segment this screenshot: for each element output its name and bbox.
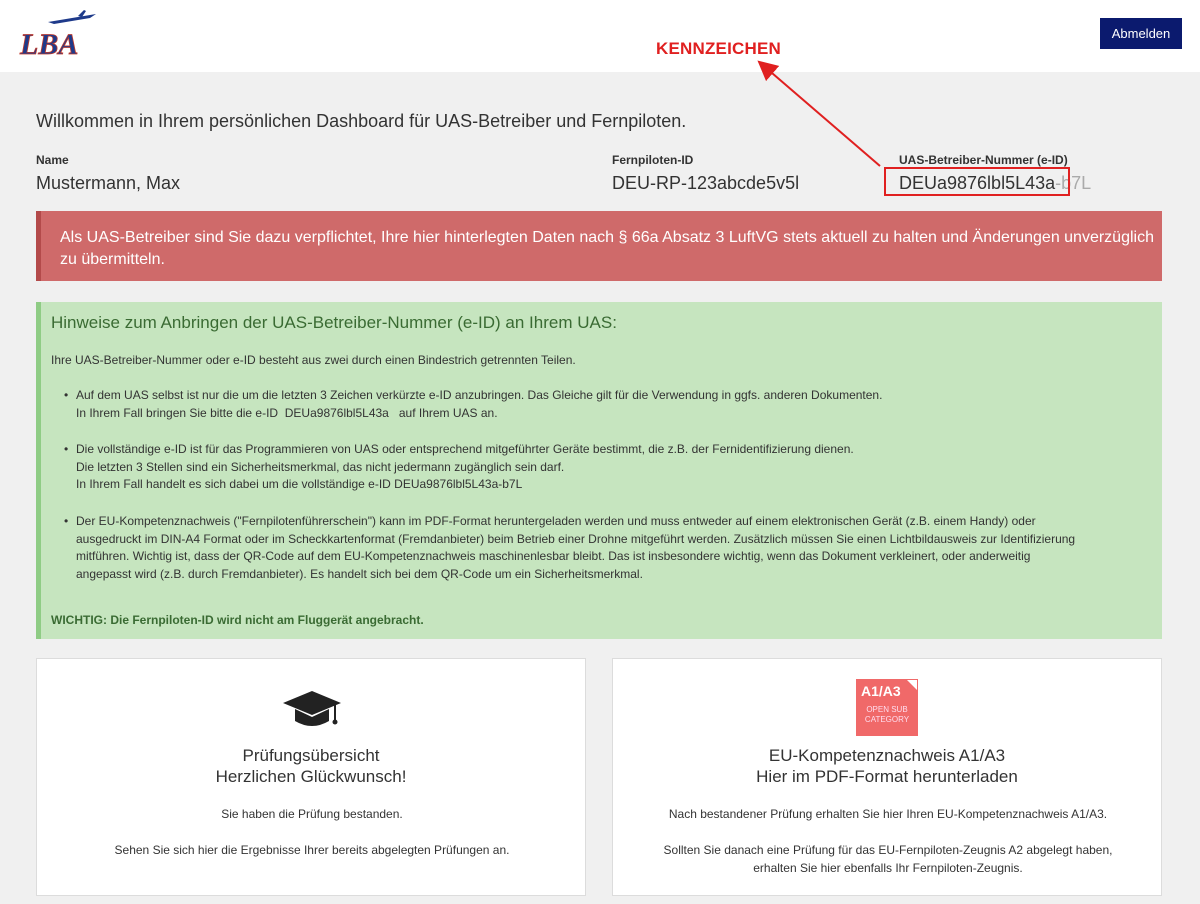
badge-sub-line: CATEGORY — [864, 715, 910, 724]
certificate-card-title — [613, 745, 1161, 787]
top-bar — [0, 0, 1200, 72]
bullet-line: • Die vollständige e-ID ist für das Programmieren von UAS oder entsprechend mitgeführter Geräte bestimmt, die z.B. der Fernidentifizierung dienen. — [76, 442, 854, 456]
certificate-card-text — [643, 841, 1133, 877]
certificate-card-text-line: erhalten Sie hier ebenfalls Ihr Fernpiloten-Zeugnis. — [753, 861, 1023, 875]
certificate-card[interactable] — [612, 658, 1162, 896]
certificate-card-text-line: Sollten Sie danach eine Prüfung für das EU-Fernpiloten-Zeugnis A2 abgelegt haben, — [663, 843, 1113, 857]
bullet-line: angepasst wird (z.B. durch Fremdanbieter). Es handelt sich bei dem QR-Code um ein Sicherheitsmerkmal. — [76, 566, 643, 581]
logo-text: LBA — [20, 28, 79, 58]
corner-fold-icon — [907, 680, 917, 690]
eid-value-main: DEUa9876lbl5L43a — [899, 173, 1056, 193]
pilot-id-label: Fernpiloten-ID — [612, 153, 694, 167]
bullet-line: • Auf dem UAS selbst ist nur die um die letzten 3 Zeichen verkürzte e-ID anzubringen. Das Gleiche gilt für die Verwendung in ggfs. anderen Dokumenten. — [76, 388, 883, 402]
alert-banner — [36, 211, 1162, 281]
bullet-line: mitführen. Wichtig ist, dass der QR-Code auf dem EU-Kompetenznachweis maschinenlesbar bleibt. Das ist insbesondere wichtig, wenn das Dokument verkleinert, oder anderweitig — [76, 549, 1031, 563]
exam-overview-card[interactable] — [36, 658, 586, 896]
certificate-card-title-line: Hier im PDF-Format herunterladen — [756, 767, 1018, 786]
logout-button[interactable]: Abmelden — [1100, 18, 1182, 49]
bullet-line: Die letzten 3 Stellen sind ein Sicherheitsmerkmal, das nicht jedermann zugänglich sein darf. — [76, 459, 565, 474]
a1a3-badge-icon — [856, 679, 918, 736]
graduation-cap-icon — [281, 689, 343, 731]
info-bullet — [76, 387, 1106, 422]
name-label: Name — [36, 153, 69, 167]
certificate-card-text: Nach bestandener Prüfung erhalten Sie hier Ihren EU-Kompetenznachweis A1/A3. — [668, 807, 1108, 821]
badge-sub-text — [856, 705, 918, 725]
exam-card-text: Sehen Sie sich hier die Ergebnisse Ihrer bereits abgelegten Prüfungen an. — [114, 843, 510, 857]
welcome-heading: Willkommen in Ihrem persönlichen Dashboard für UAS-Betreiber und Fernpiloten. — [36, 111, 687, 131]
bullet-line: In Ihrem Fall bringen Sie bitte die e-ID DEUa9876lbl5L43a auf Ihrem UAS an. — [76, 405, 498, 420]
bullet-line: • Der EU-Kompetenznachweis ("Fernpilotenführerschein") kann im PDF-Format heruntergeladen werden und muss entweder auf einem elektronischen Gerät (z.B. einem Handy) oder — [76, 514, 1036, 528]
info-title: Hinweise zum Anbringen der UAS-Betreiber-Nummer (e-ID) an Ihrem UAS: — [51, 313, 617, 332]
eid-label: UAS-Betreiber-Nummer (e-ID) — [899, 153, 1068, 167]
exam-card-title-line: Prüfungsübersicht — [242, 746, 380, 765]
exam-card-title-line: Herzlichen Glückwunsch! — [215, 767, 407, 786]
eid-value-rest: -b7L — [1055, 173, 1092, 193]
name-value: Mustermann, Max — [36, 173, 181, 193]
pilot-id-value: DEU-RP-123abcde5v5l — [612, 173, 800, 193]
eid-highlight-box — [884, 167, 1070, 196]
alert-text: Als UAS-Betreiber sind Sie dazu verpflichtet, Ihre hier hinterlegten Daten nach § 66a Absatz 3 LuftVG stets aktuell zu halten und Änderungen unverzüglich zu übermitteln. — [60, 229, 1154, 268]
exam-card-title — [37, 745, 585, 787]
bullet-line: In Ihrem Fall handelt es sich dabei um die vollständige e-ID DEUa9876lbl5L43a-b7L — [76, 477, 523, 491]
exam-card-text: Sie haben die Prüfung bestanden. — [221, 807, 403, 821]
bullet-line: ausgedruckt im DIN-A4 Format oder im Scheckkartenformat (Fremdanbieter) beim Betrieb einer Drohne mitgeführt werden. Zusätzlich müssen Sie einen Lichtbildausweis zur Identifizierung — [76, 531, 1076, 546]
badge-sub-line: OPEN SUB — [866, 705, 908, 714]
info-bullet — [76, 513, 1106, 583]
badge-main-text: A1/A3 — [861, 683, 901, 699]
info-important: WICHTIG: Die Fernpiloten-ID wird nicht am Fluggerät angebracht. — [51, 613, 424, 627]
info-panel — [36, 302, 1162, 639]
annotation-label: KENNZEICHEN — [656, 39, 781, 58]
info-bullet — [76, 441, 1106, 494]
certificate-card-title-line: EU-Kompetenznachweis A1/A3 — [768, 746, 1006, 765]
lba-logo[interactable] — [18, 8, 98, 58]
info-intro: Ihre UAS-Betreiber-Nummer oder e-ID besteht aus zwei durch einen Bindestrich getrennten Teilen. — [51, 353, 576, 367]
